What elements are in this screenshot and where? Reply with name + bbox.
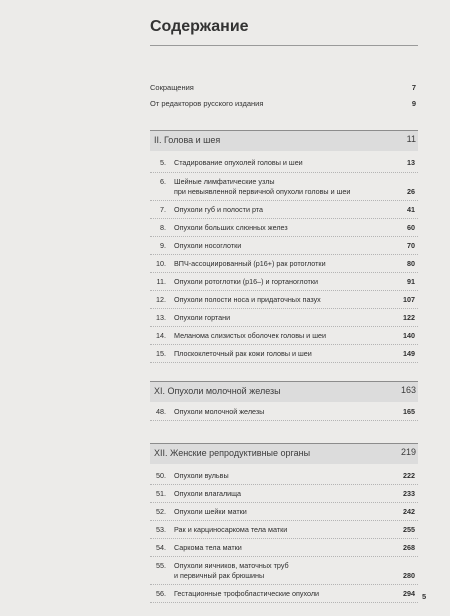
toc-entry[interactable] <box>150 523 418 541</box>
entry-page: 280 <box>403 571 415 580</box>
toc-entry[interactable] <box>150 239 418 257</box>
entry-divider <box>150 218 418 219</box>
title-divider <box>150 45 418 46</box>
entry-divider <box>150 502 418 503</box>
front-matter-page: 7 <box>411 83 416 92</box>
entry-page: 26 <box>407 187 415 196</box>
section-title: II. Голова и шея <box>154 135 221 145</box>
entry-page: 13 <box>407 158 415 167</box>
entry-divider <box>150 602 418 603</box>
entry-divider <box>150 326 418 327</box>
toc-entry[interactable] <box>150 559 418 587</box>
toc-entry[interactable] <box>150 329 418 347</box>
entry-page: 122 <box>403 313 415 322</box>
entry-title: Опухоли больших слюнных желез <box>174 223 288 232</box>
entry-page: 242 <box>403 507 415 516</box>
entry-number: 52. <box>156 507 166 516</box>
toc-entry[interactable] <box>150 156 418 175</box>
entry-number: 6. <box>160 177 166 186</box>
entry-divider <box>150 254 418 255</box>
toc-entry[interactable] <box>150 505 418 523</box>
entry-title: Опухоли гортани <box>174 313 231 322</box>
toc-entry[interactable] <box>150 541 418 559</box>
entry-title: Плоскоклеточный рак кожи головы и шеи <box>174 349 312 358</box>
entry-number: 15. <box>156 349 166 358</box>
entry-title: Меланома слизистых оболочек головы и шеи <box>174 331 326 340</box>
section-header-breast[interactable] <box>150 381 418 402</box>
front-matter-editors[interactable] <box>150 99 418 108</box>
toc-entry[interactable] <box>150 587 418 605</box>
toc-entry[interactable] <box>150 293 418 311</box>
entry-title: Опухоли шейки матки <box>174 507 247 516</box>
entry-divider <box>150 308 418 309</box>
entry-divider <box>150 362 418 363</box>
entry-number: 14. <box>156 331 166 340</box>
entry-page: 140 <box>403 331 415 340</box>
entry-page: 165 <box>403 407 415 416</box>
entry-divider <box>150 344 418 345</box>
front-matter-label: От редакторов русского издания <box>150 99 264 108</box>
entry-title: Опухоли вульвы <box>174 471 229 480</box>
entry-title: Шейные лимфатические узлы при невыявленной первичной опухоли головы и шеи <box>174 177 351 196</box>
section-page: 163 <box>400 385 416 395</box>
entry-divider <box>150 236 418 237</box>
entry-divider <box>150 520 418 521</box>
entry-title: Опухоли молочной железы <box>174 407 265 416</box>
entry-title: Опухоли полости носа и придаточных пазух <box>174 295 321 304</box>
entry-title: Опухоли носоглотки <box>174 241 242 250</box>
section-title: XI. Опухоли молочной железы <box>154 386 281 396</box>
entry-title: Опухоли ротоглотки (p16–) и гортаноглотки <box>174 277 318 286</box>
entry-page: 60 <box>407 223 415 232</box>
page-title: Содержание <box>150 18 249 35</box>
toc-entry[interactable] <box>150 257 418 275</box>
page-number: 5 <box>422 592 427 601</box>
toc-entry[interactable] <box>150 221 418 239</box>
entry-number: 8. <box>160 223 166 232</box>
entry-number: 53. <box>156 525 166 534</box>
toc-entry[interactable] <box>150 469 418 487</box>
toc-entry[interactable] <box>150 487 418 505</box>
entry-number: 55. <box>156 561 166 570</box>
entry-page: 107 <box>403 295 415 304</box>
toc-entry[interactable] <box>150 175 418 203</box>
entry-page: 222 <box>403 471 415 480</box>
entry-divider <box>150 200 418 201</box>
entry-title: Рак и карциносаркома тела матки <box>174 525 288 534</box>
entry-page: 41 <box>407 205 415 214</box>
entry-page: 233 <box>403 489 415 498</box>
entry-number: 56. <box>156 589 166 598</box>
toc-entry[interactable] <box>150 347 418 365</box>
entry-page: 91 <box>407 277 415 286</box>
section-page: 11 <box>406 134 416 144</box>
entry-number: 10. <box>156 259 166 268</box>
section-header-female-reproductive[interactable] <box>150 443 418 464</box>
entry-number: 5. <box>160 158 166 167</box>
section-page: 219 <box>400 447 416 457</box>
entry-title: Опухоли влагалища <box>174 489 242 498</box>
entry-number: 9. <box>160 241 166 250</box>
front-matter-label: Сокращения <box>150 83 194 92</box>
section-title: XII. Женские репродуктивные органы <box>154 448 311 458</box>
entry-number: 50. <box>156 471 166 480</box>
entry-divider <box>150 484 418 485</box>
entry-page: 268 <box>403 543 415 552</box>
entry-divider <box>150 272 418 273</box>
entry-title: Стадирование опухолей головы и шеи <box>174 158 303 167</box>
entry-divider <box>150 538 418 539</box>
entry-page: 294 <box>403 589 415 598</box>
toc-entry[interactable] <box>150 203 418 221</box>
entry-number: 51. <box>156 489 166 498</box>
entry-page: 255 <box>403 525 415 534</box>
entry-number: 13. <box>156 313 166 322</box>
entry-title: Гестационные трофобластические опухоли <box>174 589 320 598</box>
entry-title: ВПЧ-ассоциированный (p16+) рак ротоглотки <box>174 259 326 268</box>
entry-page: 149 <box>403 349 415 358</box>
front-matter-abbreviations[interactable] <box>150 83 418 92</box>
entry-number: 11. <box>156 277 166 286</box>
entry-page: 80 <box>407 259 415 268</box>
entry-title: Саркома тела матки <box>174 543 242 552</box>
entry-number: 54. <box>156 543 166 552</box>
toc-entry[interactable] <box>150 275 418 293</box>
entry-divider <box>150 584 418 585</box>
entry-divider <box>150 420 418 421</box>
entry-title: Опухоли губ и полости рта <box>174 205 264 214</box>
toc-entry[interactable] <box>150 405 418 423</box>
entry-divider <box>150 290 418 291</box>
front-matter-page: 9 <box>411 99 416 108</box>
entry-page: 70 <box>407 241 415 250</box>
entry-divider <box>150 172 418 173</box>
toc-entry[interactable] <box>150 311 418 329</box>
entry-number: 7. <box>160 205 166 214</box>
entry-divider <box>150 556 418 557</box>
section-header-head-neck[interactable] <box>150 130 418 151</box>
entry-number: 48. <box>156 407 166 416</box>
entry-title: Опухоли яичников, маточных труб и первичный рак брюшины <box>174 561 289 580</box>
entry-number: 12. <box>156 295 166 304</box>
